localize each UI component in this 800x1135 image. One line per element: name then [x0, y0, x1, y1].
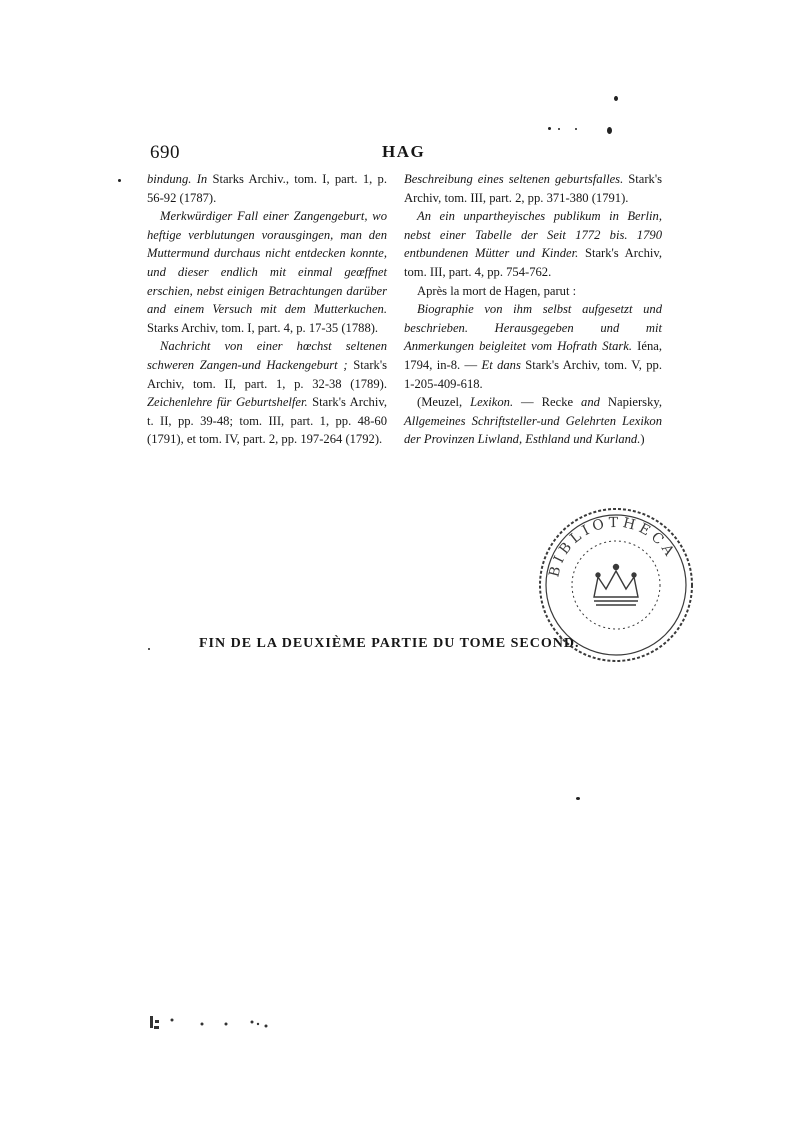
- text-italic: Nachricht von einer hœchst seltenen schweren Zangen-und Hackengeburt ;: [147, 339, 387, 372]
- text-italic: Merkwürdiger Fall einer Zangengeburt, wo heftige verblutungen vorausgingen, man den Muttermund durchaus nicht entdecken konnte, und dieser endlich mit einmal geœffnet erschien, nebst einigen Betrachtungen darüber and einem Versuch mit dem Mutterkuchen.: [147, 209, 387, 317]
- entry-nachricht: [147, 337, 387, 449]
- page-number: 690: [150, 142, 180, 163]
- text-roman: Stark's Archiv, tom. III, part. 2, pp. 371-380 (1791).: [404, 172, 662, 205]
- text-italic: Lexikon.: [470, 395, 514, 410]
- entry-sources: [404, 393, 662, 449]
- text-roman: Stark's Archiv, tom. V, pp. 1-205-409-618.: [404, 357, 662, 391]
- crown-icon: [594, 565, 638, 606]
- entry-continuation: [147, 170, 387, 207]
- text-roman: Stark's Archiv, tom. III, part. 4, pp. 754-762.: [404, 246, 662, 279]
- text-italic: Zeichenlehre für Geburtshelfer.: [147, 395, 308, 410]
- text-italic: In: [196, 172, 208, 186]
- text-italic: Biographie von ihm selbst aufgesetzt und beschrieben. Herausgegeben und mit Anmerkungen beigleitet vom Hofrath Stark.: [404, 302, 662, 354]
- text-roman: Starks Archiv., tom. I, part. 1, p. 56-92 (1787).: [147, 172, 388, 205]
- end-of-part-line: FIN DE LA DEUXIÈME PARTIE DU TOME SECOND.: [199, 636, 580, 651]
- text-roman: — Recke: [513, 395, 582, 410]
- text-italic: Beschreibung eines seltenen geburtsfalles.: [404, 172, 624, 186]
- text-italic: bindung.: [147, 172, 197, 186]
- page-header: [150, 142, 670, 168]
- entry-apres-la-mort: [404, 282, 662, 301]
- right-column: [404, 170, 662, 449]
- entry-biographie: [404, 300, 662, 393]
- text-roman: Iéna, 1794, in-8. —: [404, 339, 663, 372]
- scan-speck: [558, 128, 560, 130]
- running-head: HAG: [382, 142, 426, 161]
- text-roman: (Meuzel,: [417, 395, 471, 410]
- left-column: [147, 170, 387, 449]
- scan-speck: [607, 127, 612, 134]
- scan-speck: [575, 128, 577, 130]
- text-roman: Stark's Archiv, t. II, pp. 39-48; tom. III, part. 1, pp. 48-60 (1791), et tom. IV, part. 2, pp. 197-264 (1792).: [147, 395, 387, 447]
- text-roman: Après la mort de Hagen, parut :: [417, 283, 577, 298]
- stamp-lettering: BIBLIOTHECA: [546, 514, 679, 579]
- entry-zangengeburt: [147, 207, 387, 337]
- text-italic: Et dans: [481, 357, 521, 372]
- scan-speck: [148, 648, 150, 650]
- text-roman: ): [640, 432, 645, 447]
- text-roman: Napiersky,: [599, 395, 662, 410]
- entry-publikum: [404, 207, 662, 281]
- scan-speck: [576, 797, 580, 800]
- text-italic: An ein unpartheyisches publikum in Berlin, nebst einer Tabelle der Seit 1772 bis. 1790 entbundenen Mütter und Kinder.: [404, 209, 662, 261]
- text-italic: and: [581, 395, 600, 410]
- scan-speck: [548, 127, 551, 130]
- text-italic: Allgemeines Schriftsteller-und Gelehrten Lexikon der Provinzen Liwland, Esthland und Kurland.: [404, 413, 662, 447]
- scan-speck: [118, 179, 121, 182]
- text-roman: Starks Archiv, tom. I, part. 4, p. 17-35 (1788).: [147, 320, 379, 335]
- entry-beschreibung: [404, 170, 662, 207]
- scan-speck: [614, 96, 618, 101]
- text-roman: Stark's Archiv, tom. II, part. 1, p. 32-38 (1789).: [147, 357, 387, 391]
- scan-noise: [148, 1010, 298, 1040]
